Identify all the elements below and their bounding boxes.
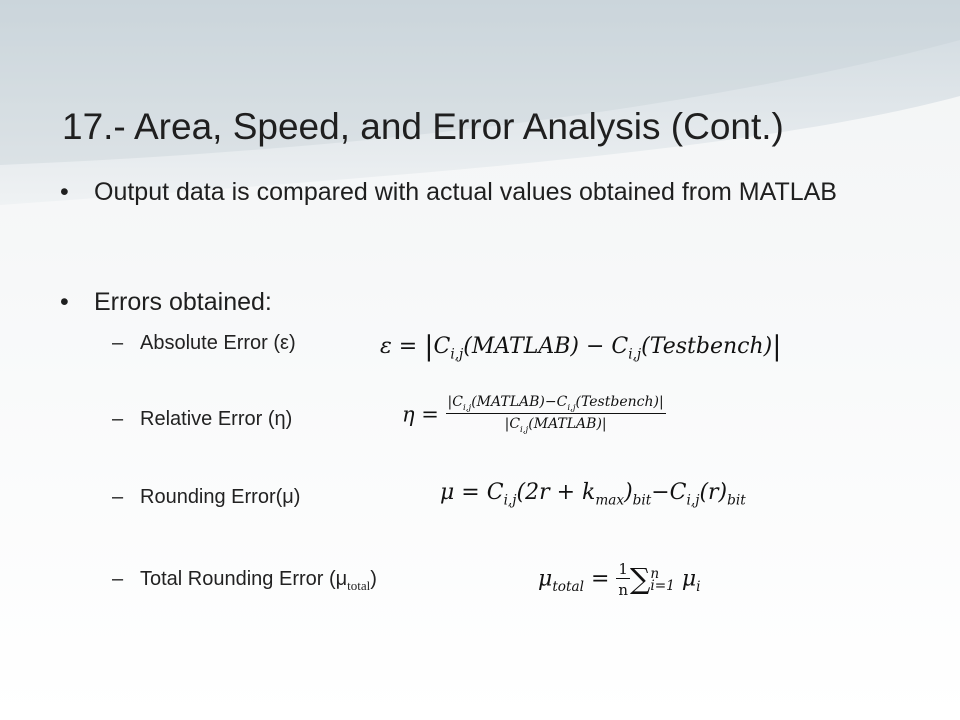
sub-item-relative-error: – Relative Error (η) [112,408,293,430]
bullet-item [60,286,880,319]
equation-absolute-error: $\varepsilon = |C_{i,j}(MATLAB)$ − $C_{i,j}(Testbench)|$ [380,330,782,363]
equation-total-rounding-error: $\mu_{total}$ = $\frac{1}{n}$ ∑ n i=1 $\mu_i$ [538,560,701,599]
equation-relative-error: η = $\frac{|C_{i,j}(MATLAB)-C_{i,j}(Testbench)|}{|C_{i,j}(MATLAB)|}$ [402,394,664,435]
total-error-fraction: $\frac{1}{n}$ [618,560,628,599]
sub-item-total-rounding-error: – Total Rounding Error $(\mu_{total})$ [112,568,377,593]
summation-symbol: ∑ [629,561,651,596]
bullet-text: Output data is compared with actual values obtained from MATLAB [94,178,837,206]
bullet-marker: • [60,178,69,206]
slide-title: 17.- Area, Speed, and Error Analysis (Cont.) [62,106,784,147]
bullet-text: Errors obtained: [94,288,272,316]
sub-item-label: Rounding Error(μ) [140,486,301,508]
sub-item-rounding-error: – Rounding Error(μ) [112,486,301,508]
sub-item-label: Absolute Error (ε) [140,332,296,354]
sub-item-label: Relative Error (η) [140,408,293,430]
equation-rounding-error: $\mu = C_{i,j}(2r + k_{max})_{bit}-C_{i,j}(r)_{bit}$ [440,480,746,509]
sub-item-label: Total Rounding Error (μ [140,568,348,590]
sub-item-absolute-error: – Absolute Error (ε) [112,332,296,354]
relative-error-fraction: $\frac{|C_{i,j}(MATLAB)-C_{i,j}(Testbench)|}{|C_{i,j}(MATLAB)|}$ [447,394,664,435]
bullet-marker: • [60,288,69,316]
sub-item-label-subscript: total [347,578,371,593]
bullet-item [60,176,880,209]
